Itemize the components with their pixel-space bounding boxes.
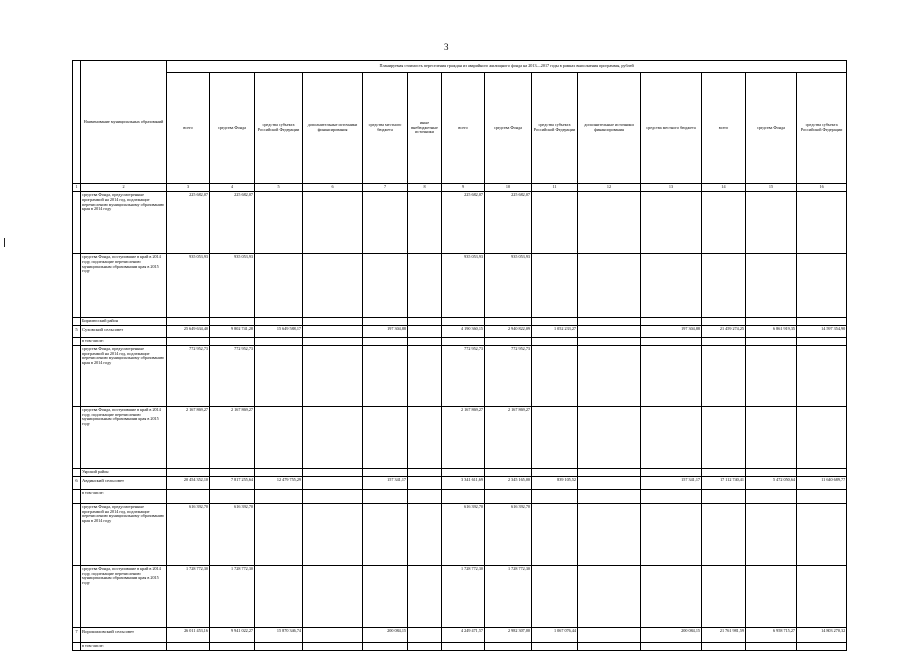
column-number: 5 [255, 184, 303, 192]
table-row [73, 642, 847, 650]
table-row [73, 338, 847, 346]
cell-value: 25 649 634,40 [167, 326, 210, 338]
table-row [73, 489, 847, 503]
header-row-top [73, 61, 847, 73]
header-col-13: средства местного бюджета [641, 73, 702, 184]
row-number: 6 [73, 476, 81, 489]
row-label: средства Фонда, предусмотренные программой на 2014 год, подлежащие перечислению муниципальному образованию края в 2014 году [81, 503, 167, 565]
cell-value: 2 167 869,27 [167, 406, 210, 468]
cell-value: 17 112 740,41 [702, 476, 746, 489]
cell-value: 935 053,93 [167, 254, 210, 318]
cell-value: 157 341,17 [363, 476, 408, 489]
row-label: Авдинский сельсовет [81, 476, 167, 489]
header-col-9: всего [442, 73, 485, 184]
row-number: 7 [73, 627, 81, 642]
cell-value: 21 761 981,59 [702, 627, 746, 642]
cell-value: 14 597 354,90 [797, 326, 847, 338]
cell-value: 12 479 755,29 [255, 476, 303, 489]
cell-value: 157 341,17 [641, 476, 702, 489]
cell-value: 225 682,07 [485, 192, 532, 254]
table-row [73, 318, 847, 326]
cell-value: 4 190 360,15 [442, 326, 485, 338]
header-col-15: средства Фонда [746, 73, 797, 184]
cell-value: 225 682,07 [442, 192, 485, 254]
cell-value: 15 649 588,17 [255, 326, 303, 338]
row-label: средства Фонда, поступившие в край в 2014 году, подлежащие перечислению муниципальным образованиям края в 2015 году [81, 406, 167, 468]
cell-value: 197 304,88 [641, 326, 702, 338]
cell-value: 772 952,73 [442, 345, 485, 406]
cell-value: 1 728 772,30 [210, 565, 255, 627]
table-row [73, 192, 847, 254]
row-label: в том числе: [81, 489, 167, 503]
cell-value: 11 640 689,77 [797, 476, 847, 489]
column-number: 10 [485, 184, 532, 192]
cell-value: 616 392,70 [485, 503, 532, 565]
column-number: 9 [442, 184, 485, 192]
header-col-3: всего [167, 73, 210, 184]
column-number: 7 [363, 184, 408, 192]
cell-value: 2 940 822,09 [485, 326, 532, 338]
cell-value: 616 392,70 [167, 503, 210, 565]
cell-value: 14 803 270,32 [797, 627, 847, 642]
header-col-12: дополнительные источники финансирования [578, 73, 641, 184]
cell-value: 772 952,73 [485, 345, 532, 406]
cell-value: 7 817 255,64 [210, 476, 255, 489]
cell-value: 225 682,07 [167, 192, 210, 254]
cell-value: 772 952,73 [210, 345, 255, 406]
table-row [73, 406, 847, 468]
cell-value: 2 167 869,27 [210, 406, 255, 468]
column-number: 13 [641, 184, 702, 192]
page-number: 3 [444, 42, 449, 52]
table-row [73, 627, 847, 642]
table-row [73, 345, 847, 406]
cell-value: 200 084,15 [363, 627, 408, 642]
table-row [73, 476, 847, 489]
header-col-8: иные внебюджетные источники [408, 73, 442, 184]
cell-value: 935 053,93 [442, 254, 485, 318]
header-col-5: средства субъекта Российской Федерации [255, 73, 303, 184]
cell-value: 4 249 471,57 [442, 627, 485, 642]
column-number: 12 [578, 184, 641, 192]
column-number: 1 [73, 184, 81, 192]
row-label: Суховский сельсовет [81, 326, 167, 338]
cell-value: 200 084,15 [641, 627, 702, 642]
financing-table [72, 60, 847, 651]
row-label: средства Фонда, поступившие в край в 2014 году, подлежащие перечислению муниципальным образованиям края в 2015 году [81, 565, 167, 627]
cell-value: 935 053,93 [210, 254, 255, 318]
cell-value: 1 067 076,44 [532, 627, 578, 642]
cell-value: 1 728 772,30 [485, 565, 532, 627]
column-number: 6 [303, 184, 363, 192]
cell-value: 1 052 233,27 [532, 326, 578, 338]
header-col-4: средства Фонда [210, 73, 255, 184]
header-col-7: средства местного бюджета [363, 73, 408, 184]
header-planned-cost: Планируемая стоимость переселения граждан из аварийного жилищного фонда на 2013—2017 годы в рамках выполнения программы, рублей [167, 61, 847, 73]
cell-value: 9 802 741,28 [210, 326, 255, 338]
cell-value: 2 345 165,00 [485, 476, 532, 489]
cell-value: 21 459 274,25 [702, 326, 746, 338]
row-label: средства Фонда, предусмотренные программой на 2014 год, подлежащие перечислению муниципальному образованию края в 2014 году [81, 192, 167, 254]
cell-value: 839 105,52 [532, 476, 578, 489]
row-label: в том числе: [81, 338, 167, 346]
cell-value: 1 728 772,30 [442, 565, 485, 627]
column-number: 11 [532, 184, 578, 192]
row-label: Ворошиловский сельсовет [81, 627, 167, 642]
row-label: в том числе: [81, 642, 167, 650]
header-name-column: Наименование муниципальных образований [81, 61, 167, 184]
margin-mark [4, 238, 5, 247]
header-col-6: дополнительные источники финансирования [303, 73, 363, 184]
table-row [73, 326, 847, 338]
cell-value: 225 682,07 [210, 192, 255, 254]
table-row [73, 254, 847, 318]
cell-value: 2 167 869,27 [485, 406, 532, 468]
cell-value: 5 472 050,64 [746, 476, 797, 489]
header-col-10: средства Фонда [485, 73, 532, 184]
cell-value: 20 454 352,10 [167, 476, 210, 489]
column-number: 8 [408, 184, 442, 192]
column-number-row [73, 184, 847, 192]
column-number: 4 [210, 184, 255, 192]
cell-value: 616 392,70 [210, 503, 255, 565]
row-label: средства Фонда, предусмотренные программой на 2014 год, подлежащие перечислению муниципальному образованию края в 2014 году [81, 345, 167, 406]
header-col-14: всего [702, 73, 746, 184]
cell-value: 935 053,93 [485, 254, 532, 318]
cell-value: 2 167 869,27 [442, 406, 485, 468]
cell-value: 26 011 453,16 [167, 627, 210, 642]
header-col-16: средства субъекта Российской Федерации [797, 73, 847, 184]
cell-value: 197 304,88 [363, 326, 408, 338]
row-number: 5 [73, 326, 81, 338]
cell-value: 616 392,70 [442, 503, 485, 565]
district-label: Бирилюсский район [81, 318, 167, 326]
cell-value: 1 728 772,30 [167, 565, 210, 627]
table-row [73, 468, 847, 476]
cell-value: 3 341 611,69 [442, 476, 485, 489]
row-label: средства Фонда, поступившие в край в 2014 году, подлежащие перечислению муниципальным образованиям края в 2015 году [81, 254, 167, 318]
cell-value: 6 861 919,35 [746, 326, 797, 338]
cell-value: 6 958 715,27 [746, 627, 797, 642]
header-row-sub [73, 73, 847, 184]
table-row [73, 503, 847, 565]
column-number: 15 [746, 184, 797, 192]
cell-value: 772 952,73 [167, 345, 210, 406]
cell-value: 9 941 022,27 [210, 627, 255, 642]
column-number: 3 [167, 184, 210, 192]
district-label: Уярский район [81, 468, 167, 476]
column-number: 2 [81, 184, 167, 192]
cell-value: 2 982 307,00 [485, 627, 532, 642]
table-row [73, 565, 847, 627]
header-col-11: средства субъекта Российской Федерации [532, 73, 578, 184]
column-number: 14 [702, 184, 746, 192]
column-number: 16 [797, 184, 847, 192]
cell-value: 15 870 346,74 [255, 627, 303, 642]
